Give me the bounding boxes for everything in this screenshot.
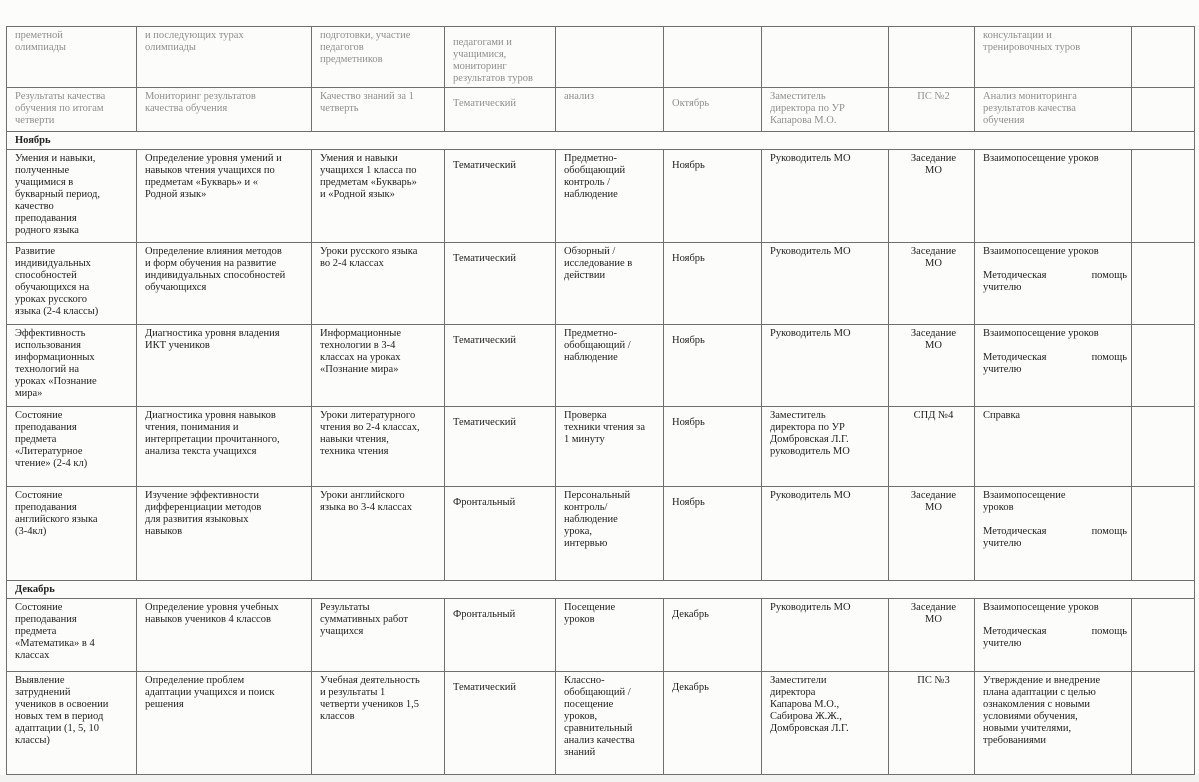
help-word: помощь xyxy=(1091,626,1127,637)
cell-object xyxy=(312,407,445,487)
cell-note xyxy=(1132,243,1195,325)
cell-decision xyxy=(975,487,1132,581)
cell-note xyxy=(1132,27,1195,88)
cell-decision xyxy=(975,88,1132,132)
cell-text: Декабрь xyxy=(672,682,709,693)
cell-text: Выявление затруднений учеников в освоении новых тем в период адаптации (1, 5, 10 классы) xyxy=(15,675,109,746)
cell-text: Декабрь xyxy=(672,609,709,620)
cell-text: Обзорный / исследование в действии xyxy=(564,246,633,281)
cell-review xyxy=(889,243,975,325)
cell-topic xyxy=(7,672,137,775)
cell-text: Фронтальный xyxy=(453,609,516,620)
cell-text: Руководитель МО xyxy=(770,153,851,164)
cell-goal xyxy=(137,487,312,581)
cell-text: Посещение уроков xyxy=(564,602,616,625)
cell-text: Персональный контроль/ наблюдение урока, интервью xyxy=(564,490,631,549)
table-row xyxy=(7,27,1195,88)
cell-topic xyxy=(7,88,137,132)
cell-note xyxy=(1132,88,1195,132)
cell-text: Определение уровня учебных навыков учеников 4 классов xyxy=(145,602,279,625)
cell-text: Руководитель МО xyxy=(770,246,851,257)
cell-review xyxy=(889,487,975,581)
cell-text: Диагностика уровня навыков чтения, понимания и интерпретации прочитанного, анализа текста учащихся xyxy=(145,410,280,457)
cell-review xyxy=(889,27,975,88)
cell-method xyxy=(556,88,664,132)
cell-text: Диагностика уровня владения ИКТ учеников xyxy=(145,328,280,351)
table-row xyxy=(7,325,1195,407)
cell-text: консультации и тренировочных туров xyxy=(983,30,1081,53)
cell-method xyxy=(556,487,664,581)
cell-method xyxy=(556,325,664,407)
cell-object xyxy=(312,325,445,407)
page-edge xyxy=(0,775,1199,782)
cell-text: Заседание МО xyxy=(910,246,957,269)
cell-text: Эффективность использования информационных технологий на уроках «Познание мира» xyxy=(15,328,97,399)
cell-review xyxy=(889,150,975,243)
cell-review xyxy=(889,407,975,487)
table-row xyxy=(7,487,1195,581)
table-row xyxy=(7,88,1195,132)
cell-method xyxy=(556,599,664,672)
cell-topic xyxy=(7,27,137,88)
cell-object xyxy=(312,27,445,88)
cell-type xyxy=(445,407,556,487)
cell-text: Взаимопосещение уроков xyxy=(983,153,1099,164)
cell-text: Определение уровня умений и навыков чтения учащихся по предметам «Букварь» и « Родной язык» xyxy=(145,153,282,200)
method-help-line xyxy=(983,526,1127,538)
cell-object xyxy=(312,243,445,325)
cell-date xyxy=(664,27,762,88)
method-help-line xyxy=(983,626,1127,638)
month-heading: Декабрь xyxy=(7,581,1195,599)
help-word: помощь xyxy=(1091,352,1127,363)
cell-text: Уроки русского языка во 2-4 классах xyxy=(320,246,418,269)
cell-method xyxy=(556,243,664,325)
cell-type xyxy=(445,487,556,581)
cell-text: Заместитель директора по УР Капарова М.О. xyxy=(770,91,845,126)
cell-goal xyxy=(137,150,312,243)
cell-text: Заседание МО xyxy=(910,153,957,176)
cell-text: педагогами и учащимися, мониторинг результатов туров xyxy=(453,37,533,84)
cell-decision xyxy=(975,407,1132,487)
cell-text: Руководитель МО xyxy=(770,328,851,339)
cell-decision xyxy=(975,150,1132,243)
cell-text: Классно- обобщающий / посещение уроков, сравнительный анализ качества знаний xyxy=(564,675,635,758)
cell-decision xyxy=(975,599,1132,672)
cell-text: Мониторинг результатов качества обучения xyxy=(145,91,256,114)
cell-topic xyxy=(7,150,137,243)
cell-goal xyxy=(137,243,312,325)
cell-text: Ноябрь xyxy=(672,497,705,508)
cell-type xyxy=(445,325,556,407)
cell-topic xyxy=(7,407,137,487)
cell-goal xyxy=(137,407,312,487)
cell-topic xyxy=(7,243,137,325)
method-help-word: Методическая xyxy=(983,626,1047,637)
cell-topic xyxy=(7,325,137,407)
cell-text: преметной олимпиады xyxy=(15,30,66,53)
cell-responsible xyxy=(762,325,889,407)
cell-type xyxy=(445,672,556,775)
cell-responsible xyxy=(762,599,889,672)
cell-text: Фронтальный xyxy=(453,497,516,508)
teacher-word: учителю xyxy=(983,364,1022,375)
cell-goal xyxy=(137,599,312,672)
cell-note xyxy=(1132,325,1195,407)
cell-topic xyxy=(7,487,137,581)
cell-decision xyxy=(975,27,1132,88)
cell-text: анализ xyxy=(564,91,595,102)
cell-text: Развитие индивидуальных способностей обучающихся на уроках русского языка (2-4 классы) xyxy=(15,246,99,317)
cell-text: Заседание МО xyxy=(910,490,957,513)
month-heading: Ноябрь xyxy=(7,132,1195,150)
cell-decision xyxy=(975,325,1132,407)
cell-responsible xyxy=(762,672,889,775)
cell-text: Анализ мониторинга результатов качества обучения xyxy=(983,91,1077,126)
cell-text: Умения и навыки учащихся 1 класса по предметам «Букварь» и «Родной язык» xyxy=(320,153,417,200)
cell-object xyxy=(312,150,445,243)
cell-goal xyxy=(137,27,312,88)
table-row xyxy=(7,599,1195,672)
cell-object xyxy=(312,88,445,132)
cell-text: Взаимопосещение уроков xyxy=(983,246,1099,257)
cell-text: подготовки, участие педагогов предметников xyxy=(320,30,411,65)
method-help-word: Методическая xyxy=(983,526,1047,537)
cell-text: Информационные технологии в 3-4 классах на уроках «Познание мира» xyxy=(320,328,402,375)
cell-text: Взаимопосещение уроков xyxy=(983,490,1066,513)
cell-text: ПС №2 xyxy=(917,91,950,102)
help-word: помощь xyxy=(1091,526,1127,537)
cell-text: Тематический xyxy=(453,335,517,346)
cell-text: Состояние преподавания предмета «Литературное чтение» (2-4 кл) xyxy=(15,410,88,469)
cell-responsible xyxy=(762,150,889,243)
cell-text: Качество знаний за 1 четверть xyxy=(320,91,414,114)
cell-text: Октябрь xyxy=(672,98,710,109)
cell-text: ПС №3 xyxy=(917,675,950,686)
cell-text: Тематический xyxy=(453,253,517,264)
cell-text: Тематический xyxy=(453,98,517,109)
cell-text: Ноябрь xyxy=(672,160,705,171)
cell-object xyxy=(312,487,445,581)
cell-text: Предметно- обобщающий / наблюдение xyxy=(564,328,631,363)
cell-object xyxy=(312,599,445,672)
table-row xyxy=(7,407,1195,487)
teacher-word: учителю xyxy=(983,282,1022,293)
cell-text: Тематический xyxy=(453,160,517,171)
cell-text: Учебная деятельность и результаты 1 четверти учеников 1,5 классов xyxy=(320,675,420,722)
cell-type xyxy=(445,27,556,88)
cell-review xyxy=(889,88,975,132)
cell-note xyxy=(1132,407,1195,487)
cell-topic xyxy=(7,599,137,672)
cell-date xyxy=(664,407,762,487)
cell-text: Руководитель МО xyxy=(770,602,851,613)
table-body xyxy=(7,27,1195,775)
cell-type xyxy=(445,243,556,325)
cell-object xyxy=(312,672,445,775)
cell-text: СПД №4 xyxy=(913,410,954,421)
month-row xyxy=(7,581,1195,599)
cell-method xyxy=(556,27,664,88)
cell-text: Тематический xyxy=(453,682,517,693)
cell-type xyxy=(445,599,556,672)
cell-text: Уроки литературного чтения во 2-4 классах, навыки чтения, техника чтения xyxy=(320,410,420,457)
cell-note xyxy=(1132,599,1195,672)
teacher-word: учителю xyxy=(983,538,1022,549)
cell-text: Изучение эффективности дифференциации методов для развития языковых навыков xyxy=(145,490,262,537)
cell-date xyxy=(664,243,762,325)
cell-method xyxy=(556,150,664,243)
cell-text: Состояние преподавания предмета «Математика» в 4 классах xyxy=(15,602,95,661)
table-row xyxy=(7,672,1195,775)
cell-goal xyxy=(137,672,312,775)
cell-note xyxy=(1132,150,1195,243)
help-word: помощь xyxy=(1091,270,1127,281)
cell-text: Ноябрь xyxy=(672,253,705,264)
cell-review xyxy=(889,599,975,672)
table-row xyxy=(7,243,1195,325)
teacher-word: учителю xyxy=(983,638,1022,649)
cell-text: Умения и навыки, полученные учащимися в букварный период, качество преподавания родного языка xyxy=(15,153,101,236)
cell-text: Взаимопосещение уроков xyxy=(983,328,1099,339)
month-row xyxy=(7,132,1195,150)
cell-responsible xyxy=(762,487,889,581)
cell-text: Заместитель директора по УР Домбровская Л.Г. руководитель МО xyxy=(770,410,850,457)
cell-responsible xyxy=(762,407,889,487)
cell-method xyxy=(556,407,664,487)
cell-type xyxy=(445,88,556,132)
table-row xyxy=(7,150,1195,243)
cell-text: Результаты качества обучения по итогам четверти xyxy=(15,91,106,126)
method-help-word: Методическая xyxy=(983,270,1047,281)
cell-review xyxy=(889,672,975,775)
cell-review xyxy=(889,325,975,407)
cell-text: Предметно- обобщающий контроль / наблюдение xyxy=(564,153,626,200)
cell-text: Справка xyxy=(983,410,1021,421)
cell-text: Тематический xyxy=(453,417,517,428)
cell-text: Ноябрь xyxy=(672,335,705,346)
cell-text: Ноябрь xyxy=(672,417,705,428)
cell-type xyxy=(445,150,556,243)
cell-text: и последующих турах олимпиады xyxy=(145,30,244,53)
cell-goal xyxy=(137,325,312,407)
cell-date xyxy=(664,487,762,581)
cell-date xyxy=(664,325,762,407)
control-plan-table xyxy=(6,26,1195,775)
cell-text: Утверждение и внедрение плана адаптации с целью ознакомления с новыми условиями обучения, новыми учителями, требованиями xyxy=(983,675,1101,746)
cell-text: Определение влияния методов и форм обучения на развитие индивидуальных способностей обучающихся xyxy=(145,246,286,293)
cell-date xyxy=(664,150,762,243)
method-help-line xyxy=(983,270,1127,282)
cell-note xyxy=(1132,672,1195,775)
cell-decision xyxy=(975,243,1132,325)
method-help-word: Методическая xyxy=(983,352,1047,363)
cell-responsible xyxy=(762,27,889,88)
cell-responsible xyxy=(762,88,889,132)
cell-text: Уроки английского языка во 3-4 классах xyxy=(320,490,413,513)
cell-text: Заседание МО xyxy=(910,328,957,351)
cell-date xyxy=(664,672,762,775)
cell-text: Заместители директора Капарова М.О., Сабирова Ж.Ж., Домбровская Л.Г. xyxy=(770,675,849,734)
cell-date xyxy=(664,88,762,132)
method-help-line xyxy=(983,352,1127,364)
cell-goal xyxy=(137,88,312,132)
cell-text: Руководитель МО xyxy=(770,490,851,501)
cell-text: Состояние преподавания английского языка (3-4кл) xyxy=(15,490,98,537)
cell-text: Результаты суммативных работ учащихся xyxy=(320,602,408,637)
cell-text: Проверка техники чтения за 1 минуту xyxy=(564,410,645,445)
cell-method xyxy=(556,672,664,775)
cell-decision xyxy=(975,672,1132,775)
cell-text: Взаимопосещение уроков xyxy=(983,602,1099,613)
cell-text: Заседание МО xyxy=(910,602,957,625)
cell-responsible xyxy=(762,243,889,325)
cell-note xyxy=(1132,487,1195,581)
cell-text: Определение проблем адаптации учащихся и поиск решения xyxy=(145,675,275,710)
cell-date xyxy=(664,599,762,672)
